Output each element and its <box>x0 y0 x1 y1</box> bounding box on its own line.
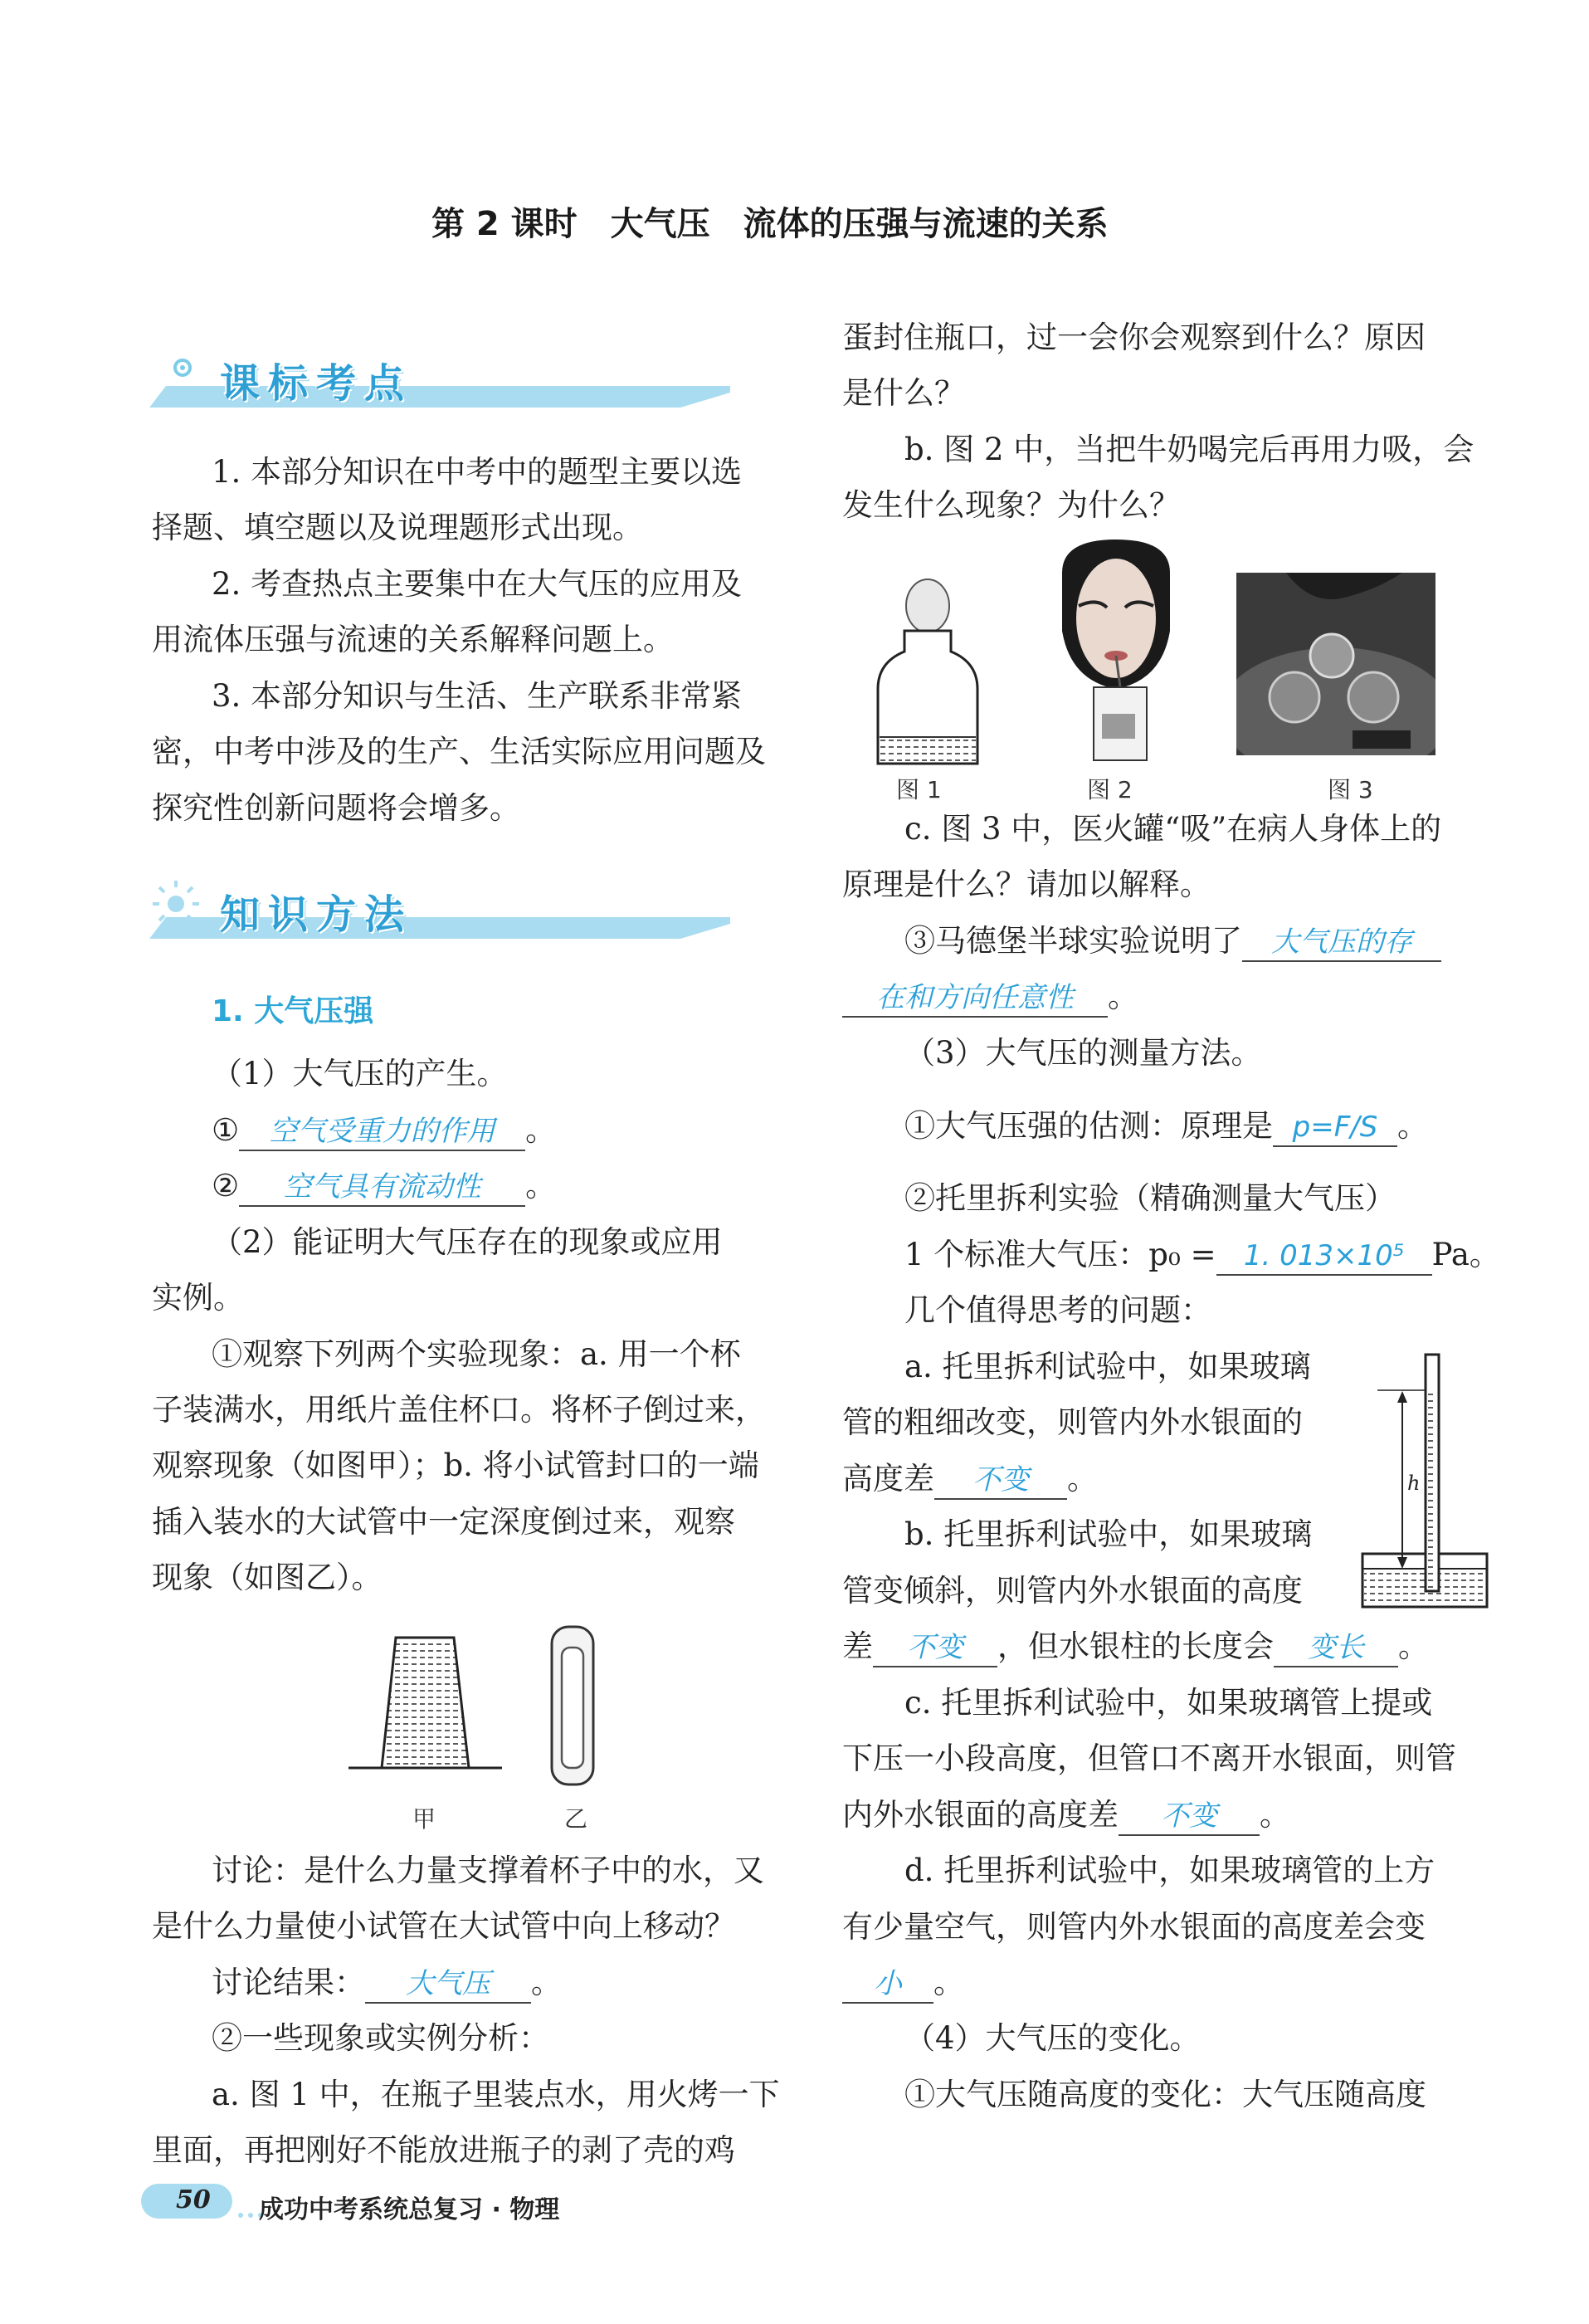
para-1b: 择题、填空题以及说理题形式出现。 <box>152 510 643 545</box>
circled-2: ② <box>212 1168 240 1204</box>
para-3c: 探究性创新问题将会增多。 <box>152 790 520 826</box>
right-2: 是什么？ <box>842 375 965 411</box>
right-10: ②托里拆利实验（精确测量大气压） <box>904 1180 1396 1216</box>
answer-line-1 <box>212 1111 556 1151</box>
sub-2b: 实例。 <box>152 1280 244 1316</box>
para-1a: 1. 本部分知识在中考中的题型主要以选 <box>212 454 743 490</box>
observe-2: 子装满水，用纸片盖住杯口。将杯子倒过来， <box>152 1392 766 1428</box>
standard-atm-line <box>904 1235 1500 1276</box>
end-mark: 。 <box>1108 979 1138 1014</box>
q3-c-label: 内外水银面的高度差 <box>842 1797 1119 1833</box>
para-3b: 密，中考中涉及的生产、生活实际应用问题及 <box>152 734 766 769</box>
q1-c-line <box>842 1459 1098 1500</box>
observe-4: 插入装水的大试管中一定深度倒过来，观察 <box>152 1504 735 1540</box>
para-3a: 3. 本部分知识与生活、生产联系非常紧 <box>212 678 743 714</box>
q2-c-label: 差 <box>842 1628 873 1664</box>
q1-c-label: 高度差 <box>842 1461 934 1496</box>
right-4: 发生什么现象？为什么？ <box>842 487 1180 523</box>
q1-b: 管的粗细改变，则管内外水银面的 <box>842 1404 1303 1440</box>
right-6: 原理是什么？请加以解释。 <box>842 867 1211 902</box>
end-mark: 。 <box>1398 1628 1429 1664</box>
q2-d-text: ，但水银柱的长度会 <box>997 1628 1274 1664</box>
answer-blank-3: 大气压 <box>365 1965 531 2004</box>
end-mark: 。 <box>1397 1108 1428 1144</box>
footer <box>141 2179 722 2229</box>
end-mark: 。 <box>1067 1461 1098 1496</box>
right-3: b. 图 2 中，当把牛奶喝完后再用力吸，会 <box>904 432 1474 467</box>
right-12: 几个值得思考的问题： <box>904 1292 1211 1328</box>
estimate-label: ①大气压强的估测：原理是 <box>904 1108 1273 1144</box>
q4-b: 有少量空气，则管内外水银面的高度差会变 <box>842 1909 1426 1945</box>
banner-kebiao <box>149 344 747 411</box>
circled-1: ① <box>212 1112 240 1148</box>
figure-2-caption: 图 2 <box>1087 776 1133 803</box>
q3-c-line <box>842 1795 1290 1836</box>
answer-blank-4a: 大气压的存 <box>1242 924 1441 962</box>
q2-a: b. 托里拆利试验中，如果玻璃 <box>904 1516 1313 1552</box>
observe-3: 观察现象（如图甲）；b. 将小试管封口的一端 <box>152 1448 759 1483</box>
observe-5: 现象（如图乙）。 <box>152 1560 383 1595</box>
figure-3-cupping <box>1236 573 1435 755</box>
magdeburg-line-2 <box>842 977 1138 1018</box>
banner-zhishi <box>149 876 747 942</box>
pa-unit: Pa。 <box>1431 1237 1500 1272</box>
h-label: h <box>1407 1472 1421 1495</box>
figure-3-caption: 图 3 <box>1328 776 1373 803</box>
answer-blank-1: 空气受重力的作用 <box>239 1113 525 1151</box>
answer-blank-4b: 在和方向任意性 <box>842 979 1108 1018</box>
sub-2a: （2）能证明大气压存在的现象或应用 <box>212 1224 723 1260</box>
sub-1: （1）大气压的产生。 <box>212 1056 508 1091</box>
answer-blank-10: 不变 <box>1119 1798 1260 1836</box>
standard-atm-label: 1 个标准大气压：p₀ = <box>904 1237 1216 1272</box>
q4-c-line <box>842 1963 964 2004</box>
example-a-2: 里面，再把刚好不能放进瓶子的剥了壳的鸡 <box>152 2132 735 2168</box>
figure-1-caption: 图 1 <box>896 776 942 803</box>
estimate-line <box>904 1106 1428 1147</box>
section-heading-1: 1. 大气压强 <box>212 994 374 1028</box>
torricelli-tube-figure <box>1361 1345 1494 1618</box>
examples-head: ②一些现象或实例分析： <box>212 2020 549 2056</box>
answer-blank-5: p=F/S <box>1273 1109 1397 1147</box>
right-5: c. 图 3 中，医火罐“吸”在病人身体上的 <box>904 811 1442 847</box>
magdeburg-label: ③马德堡半球实验说明了 <box>904 923 1242 959</box>
magdeburg-line <box>904 921 1441 962</box>
right-13: （4）大气压的变化。 <box>904 2020 1201 2056</box>
book-title: 成功中考系统总复习 · 物理 <box>259 2195 560 2224</box>
discuss-result-line <box>212 1963 562 2004</box>
answer-blank-7: 不变 <box>934 1462 1067 1500</box>
para-2a: 2. 考查热点主要集中在大气压的应用及 <box>212 566 743 602</box>
end-mark: 。 <box>531 1965 562 2000</box>
discuss-result-label: 讨论结果： <box>212 1965 365 2000</box>
end-mark: 。 <box>525 1168 557 1204</box>
end-mark: 。 <box>1260 1797 1290 1833</box>
answer-blank-8: 不变 <box>873 1629 997 1667</box>
answer-blank-2: 空气具有流动性 <box>239 1169 525 1207</box>
observe-1: ①观察下列两个实验现象：a. 用一个杯 <box>212 1336 741 1372</box>
right-1: 蛋封住瓶口，过一会你会观察到什么？原因 <box>842 320 1426 355</box>
para-2b: 用流体压强与流速的关系解释问题上。 <box>152 622 674 657</box>
answer-line-2 <box>212 1166 556 1207</box>
right-14: ①大气压随高度的变化：大气压随高度 <box>904 2077 1426 2112</box>
discuss-1: 讨论：是什么力量支撑着杯子中的水，又 <box>212 1853 764 1888</box>
example-a-1: a. 图 1 中，在瓶子里装点水，用火烤一下 <box>212 2077 780 2112</box>
page-number: 50 <box>176 2185 211 2214</box>
right-8: （3）大气压的测量方法。 <box>904 1035 1262 1071</box>
figure-1-bottle <box>863 564 996 772</box>
page-title: 第 2 课时 大气压 流体的压强与流速的关系 <box>431 205 1109 243</box>
q2-b: 管变倾斜，则管内外水银面的高度 <box>842 1573 1303 1609</box>
discuss-2: 是什么力量使小试管在大试管中向上移动？ <box>152 1908 735 1944</box>
answer-blank-9: 变长 <box>1274 1629 1398 1667</box>
q4-a: d. 托里拆利试验中，如果玻璃管的上方 <box>904 1853 1435 1888</box>
cup-tube-figure <box>344 1614 643 1797</box>
answer-blank-11: 小 <box>842 1965 933 2004</box>
answer-blank-6: 1. 013×10⁵ <box>1216 1238 1432 1276</box>
q3-b: 下压一小段高度，但管口不离开水银面，则管 <box>842 1741 1456 1776</box>
banner-zhishi-text: 知识方法 <box>220 891 413 938</box>
q2-c-line <box>842 1627 1429 1667</box>
end-mark: 。 <box>525 1112 557 1148</box>
end-mark: 。 <box>933 1965 964 2000</box>
caption-jia: 甲 <box>412 1805 436 1833</box>
caption-yi: 乙 <box>564 1805 588 1833</box>
q3-a: c. 托里拆利试验中，如果玻璃管上提或 <box>904 1685 1433 1721</box>
banner-kebiao-text: 课标考点 <box>220 360 413 407</box>
figure-2-face-milk <box>1054 540 1178 764</box>
q1-a: a. 托里拆利试验中，如果玻璃 <box>904 1349 1311 1384</box>
